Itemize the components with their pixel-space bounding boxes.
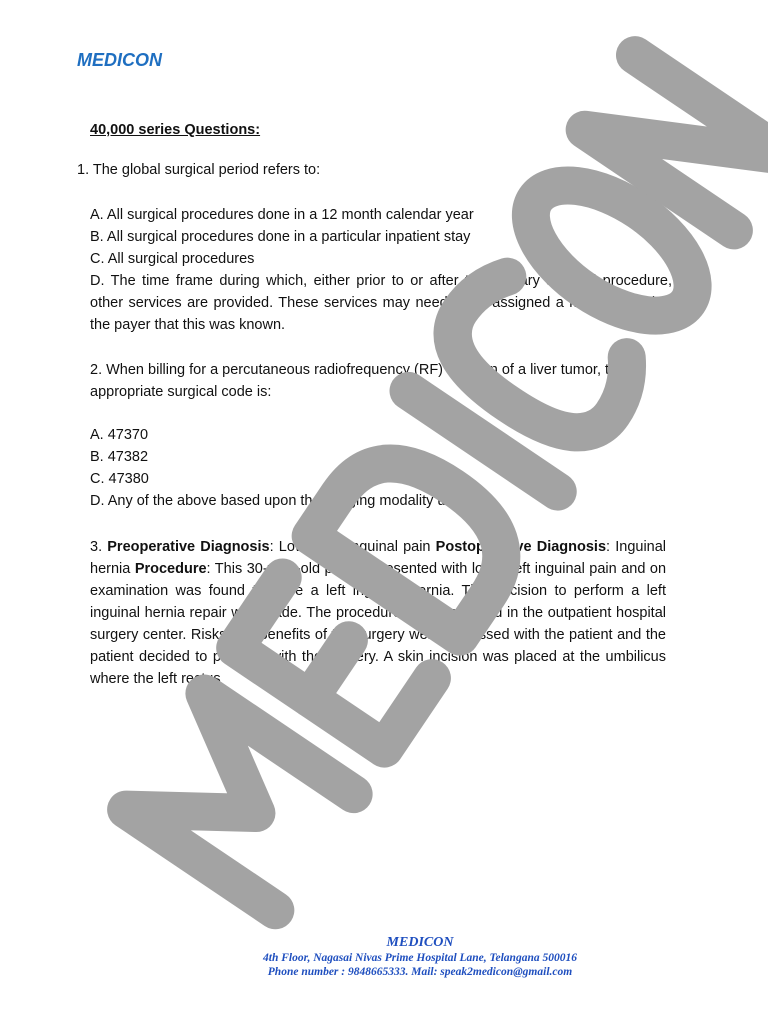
footer-address: 4th Floor, Nagasai Nivas Prime Hospital Lane, Telangana 500016 — [263, 952, 577, 964]
question-1-options — [90, 204, 672, 336]
question-1-option-b: B. All surgical procedures done in a particular inpatient stay — [90, 229, 471, 245]
footer — [0, 935, 768, 979]
question-2-options — [90, 424, 469, 512]
question-1-stem: 1. The global surgical period refers to: — [77, 162, 321, 178]
footer-contact: Phone number : 9848665333. Mail: speak2medicon@gmail.com — [267, 966, 573, 978]
question-2-option-c: C. 47380 — [90, 471, 149, 487]
footer-brand: MEDICON — [386, 935, 454, 950]
question-3-body — [90, 536, 666, 690]
preoperative-diagnosis-text: : Lower left inguinal pain — [269, 539, 436, 555]
question-2-stem: 2. When billing for a percutaneous radiofrequency (RF) ablation of a liver tumor, the appropriate surgical code is: — [90, 362, 626, 400]
postoperative-diagnosis-label: Postoperative Diagnosis — [435, 539, 607, 555]
postoperative-diagnosis-text: : Inguinal hernia — [90, 539, 667, 577]
brand-header: MEDICON — [77, 50, 162, 70]
preoperative-diagnosis-label: Preoperative Diagnosis — [107, 539, 270, 555]
procedure-text: : This 30-year-old patient presented with lower left inguinal pain and on examination was found to have a left inguinal hernia. The decision to perform a left inguinal hernia repair was made. The procedure was performed in the outpatient hospital surgery center. Risks and benefits of the surgery were discussed with the patient and the patient decided to proceed with the surgery. A skin incision was placed at the umbilicus where the left rectus — [90, 561, 667, 687]
question-2-option-a: A. 47370 — [90, 427, 149, 443]
watermark-letter-m — [126, 694, 354, 911]
question-2-option-b: B. 47382 — [90, 449, 149, 465]
question-1-option-a: A. All surgical procedures done in a 12 month calendar year — [90, 207, 474, 223]
procedure-label: Procedure — [134, 561, 207, 577]
section-title: 40,000 series Questions: — [90, 122, 261, 138]
question-1-option-d: D. The time frame during which, either prior to or after the primary surgical procedure, other services are provided. These services may need to be assigned a modifier to alert the payer that this was known. — [90, 273, 672, 333]
question-2-option-d: D. Any of the above based upon the imaging modality used — [90, 493, 469, 509]
question-1-option-c: C. All surgical procedures — [90, 251, 255, 267]
question-3-number: 3. — [90, 539, 103, 555]
